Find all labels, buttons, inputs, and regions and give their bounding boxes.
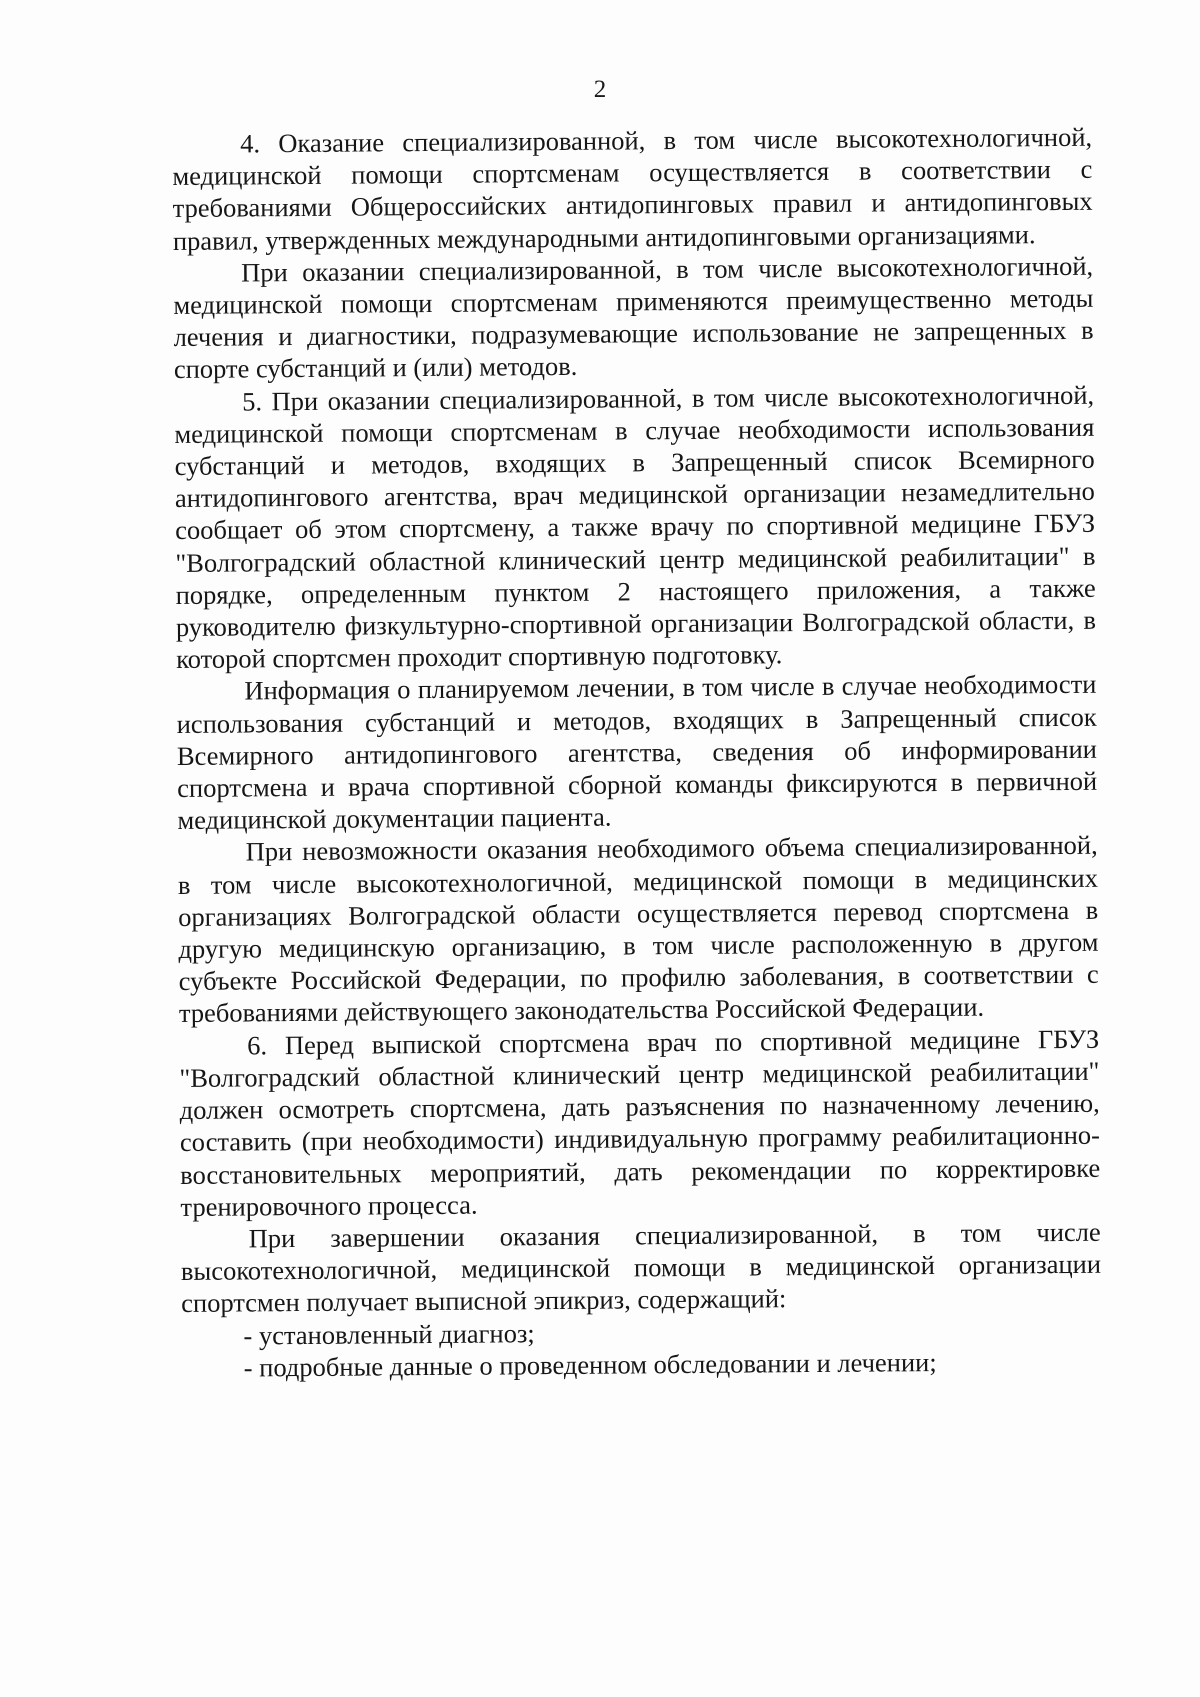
document-body	[172, 121, 1102, 1384]
list-item-diagnosis: - установленный диагноз;	[243, 1317, 535, 1350]
paragraph-item-6: 6. Перед выпиской спортсмена врач по спортивной медицине ГБУЗ "Волгоградский областной клинический центр медицинской реабилитации" должен осмотреть спортсмена, дать разъяснения по назначенному лечению, составить (при необходимости) индивидуальную программу реабилитационно-восстановительных мероприятий, дать рекомендации по корректировке тренировочного процесса.	[179, 1023, 1101, 1222]
paragraph-item-5: 5. При оказании специализированной, в том числе высокотехнологичной, медицинской помощи спортсменам в случае необходимости использования субстанций и методов, входящих в Запрещенный список Всемирного антидопингового агентства, врач медицинской организации незамедлительно сообщает об этом спортсмену, а также врачу по спортивной медицине ГБУЗ "Волгоградский областной клинический центр медицинской реабилитации" в порядке, определенным пунктом 2 настоящего приложения, а также руководителю физкультурно-спортивной организации Волгоградской области, в которой спортсмен проходит спортивную подготовку.	[174, 379, 1097, 675]
paragraph-transfer: При невозможности оказания необходимого объема специализированной, в том числе высокотехнологичной, медицинской помощи в медицинских организациях Волгоградской области осуществляется перевод спортсмена в другую медицинскую организацию, в том числе расположенную в другом субъекте Российской Федерации, по профилю заболевания, в соответствии с требованиями действующего законодательства Российской Федерации.	[177, 830, 1099, 1029]
list-item-examination: - подробные данные о проведенном обследовании и лечении;	[243, 1346, 937, 1383]
page-number: 2	[593, 76, 607, 103]
paragraph-treatment-info: Информация о планируемом лечении, в том числе в случае необходимости использования субстанций и методов, входящих в Запрещенный список Всемирного антидопингового агентства, сведения об информировании спортсмена и врача спортивной сборной команды фиксируются в первичной медицинской документации пациента.	[176, 669, 1098, 836]
paragraph-preferred-methods: При оказании специализированной, в том числе высокотехнологичной, медицинской помощи спортсменам применяются преимущественно методы лечения и диагностики, подразумевающие использование не запрещенных в спорте субстанций и (или) методов.	[173, 250, 1094, 385]
paragraph-discharge: При завершении оказания специализированной, в том числе высокотехнологичной, медицинской помощи в медицинской организации спортсмен получает выписной эпикриз, содержащий:	[180, 1216, 1102, 1319]
paragraph-item-4: 4. Оказание специализированной, в том числе высокотехнологичной, медицинской помощи спортсменам осуществляется в соответствии с требованиями Общероссийских антидопинговых правил и антидопинговых правил, утвержденных международными антидопинговыми организациями.	[172, 121, 1093, 256]
